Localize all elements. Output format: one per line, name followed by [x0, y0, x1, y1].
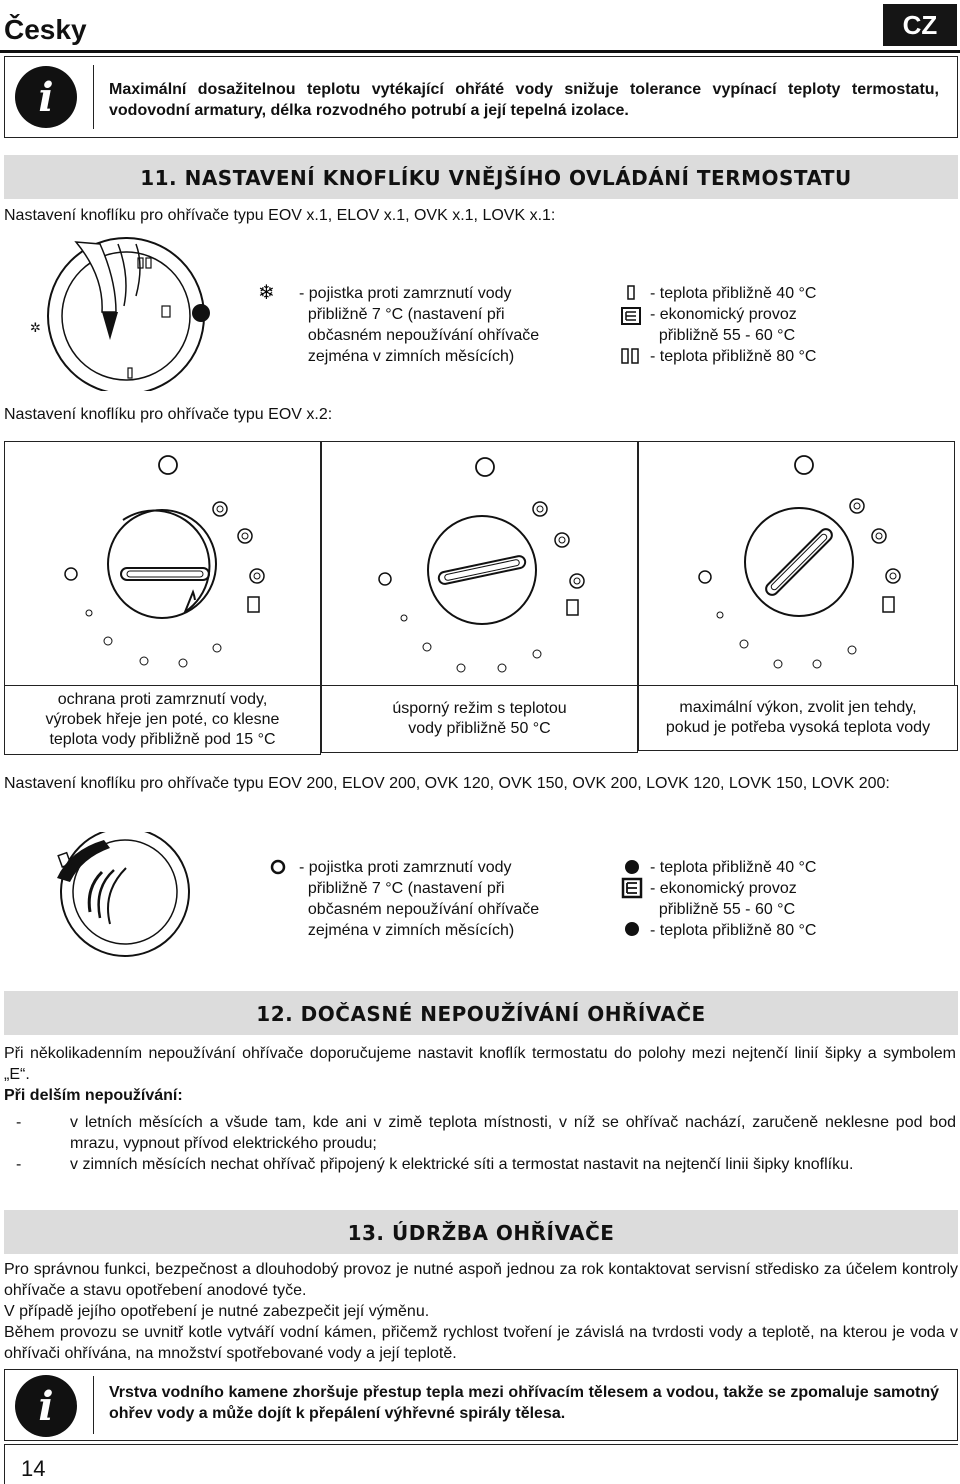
legend-200-icons: [618, 857, 646, 943]
legend-200-left: - pojistka proti zamrznutí vody přibližně 7 °C (nastavení při občasném nepoužívání ohřívače zejména v zimních měsících): [299, 859, 540, 939]
section-12-p2: Při delším nepoužívání:: [4, 1087, 183, 1104]
caption-economy: úsporný režim s teplotou vody přibližně 50 °C: [392, 700, 567, 737]
section-13-p2: V případě jejího opotřebení je nutné zabezpečit její výměnu.: [4, 1303, 430, 1320]
page-number: 14: [21, 1456, 46, 1481]
section-13-p1: Pro správnou funkci, bezpečnost a dlouhodobý provoz je nutné aspoň jednou za rok kontaktovat servisní středisko za účelem kontroly ohřívače a stavu opotřebení anodové tyče.: [4, 1261, 958, 1299]
caption-box-1: [4, 685, 321, 755]
frost-ring-icon: [268, 857, 290, 877]
caption-frost: ochrana proti zamrznutí vody, výrobek hřeje jen poté, co klesne teplota vody přibližně pod 15 °C: [45, 691, 280, 748]
section-13-title: 13. ÚDRŽBA OHŘÍVAČE: [347, 1221, 615, 1245]
knob-diagram-200: [30, 832, 240, 962]
knob-panel-1: [4, 441, 321, 685]
subheading-200: Nastavení knoflíku pro ohřívače typu EOV 200, ELOV 200, OVK 120, OVK 150, OVK 200, LOVK 120, LOVK 150, LOVK 200:: [4, 775, 890, 792]
bar-one-icon: [628, 286, 634, 299]
bullet-dash-1: -: [16, 1114, 22, 1131]
legend-x1-icons: [618, 283, 646, 369]
knob-panel-3: [638, 441, 955, 685]
knob-panel-2: [321, 441, 638, 685]
language-badge: CZ: [883, 4, 957, 46]
caption-max: maximální výkon, zvolit jen tehdy, pokud je potřeba vysoká teplota vody: [665, 699, 931, 736]
svg-text:❄: ❄: [258, 282, 275, 302]
section-12-item1: v letních měsících a všude tam, kde ani v zimě teplota místnosti, v níž se ohřívač nachází, zaručeně neklesne pod bod mrazu, vypnout přívod elektrického proudu;: [70, 1114, 956, 1152]
bar-two-icon: [622, 349, 628, 363]
section-12-item2: v zimních měsících nechat ohřívač připojený k elektrické síti a termostat nastavit na nejtenčí linii šipky knoflíku.: [70, 1156, 854, 1173]
knob-diagram-x1: [18, 236, 248, 391]
footer-rule-left: [4, 1444, 5, 1484]
section-12-p1: Při několikadenním nepoužívání ohřívače doporučujeme nastavit knoflík termostatu do polohy mezi nejtenčí linií šipky a symbolem „E“.: [4, 1045, 956, 1083]
info-divider: [93, 1376, 94, 1434]
section-12-title: 12. DOČASNÉ NEPOUŽÍVÁNÍ OHŘÍVAČE: [256, 1002, 706, 1026]
dot-80-icon: [625, 922, 639, 936]
bullet-dash-2: -: [16, 1156, 22, 1173]
caption-box-2: [321, 685, 638, 753]
subheading-x2: Nastavení knoflíku pro ohřívače typu EOV x.2:: [4, 406, 333, 423]
info-icon: i: [15, 66, 77, 128]
section-11-title: 11. NASTAVENÍ KNOFLÍKU VNĚJŠÍHO OVLÁDÁNÍ TERMOSTATU: [140, 166, 852, 190]
dot-40-icon: [625, 860, 639, 874]
info-text: Maximální dosažitelnou teplotu vytékající ohřáté vody snižuje tolerance vypínací teploty termostatu, vodovodní armatury, délka rozvodného potrubí a její tepelná izolace.: [109, 81, 939, 119]
section-12-header: [4, 991, 958, 1035]
info-divider: [93, 65, 94, 129]
section-13-header: [4, 1210, 958, 1254]
snowflake-icon: [258, 282, 282, 307]
footer-rule: [4, 1444, 958, 1445]
header-rule: [0, 50, 960, 53]
page-title: Česky: [4, 14, 87, 45]
caption-box-3: [638, 685, 958, 751]
section-11-header: [4, 155, 958, 199]
section-13-p3: Během provozu se uvnitř kotle vytváří vodní kámen, přičemž rychlost tvoření je závislá na tvrdosti vody a teplotě, na kterou je voda v ohřívači ohřívána, na množství spotřebované vody a její teplotě.: [4, 1324, 958, 1362]
info-box-limescale: [4, 1369, 958, 1441]
legend-200-right: - teplota přibližně 40 °C - ekonomický provoz přibližně 55 - 60 °C - teplota přibližně 80 °C: [650, 859, 817, 939]
svg-text:✲: ✲: [30, 321, 41, 336]
info-box-tolerance: [4, 56, 958, 138]
legend-x1-left: - pojistka proti zamrznutí vody přibližně 7 °C (nastavení při občasném nepoužívání ohřívače zejména v zimních měsících): [299, 285, 540, 365]
subheading-x1: Nastavení knoflíku pro ohřívače typu EOV x.1, ELOV x.1, OVK x.1, LOVK x.1:: [4, 207, 556, 224]
info-text: Vrstva vodního kamene zhoršuje přestup tepla mezi ohřívacím tělesem a vodou, takže se zpomaluje samotný ohřev vody a může dojít k přepálení výhřevné spirály tělesa.: [109, 1384, 939, 1422]
legend-x1-right: - teplota přibližně 40 °C - ekonomický provoz přibližně 55 - 60 °C - teplota přibližně 80 °C: [650, 285, 817, 365]
info-icon: i: [15, 1375, 77, 1437]
